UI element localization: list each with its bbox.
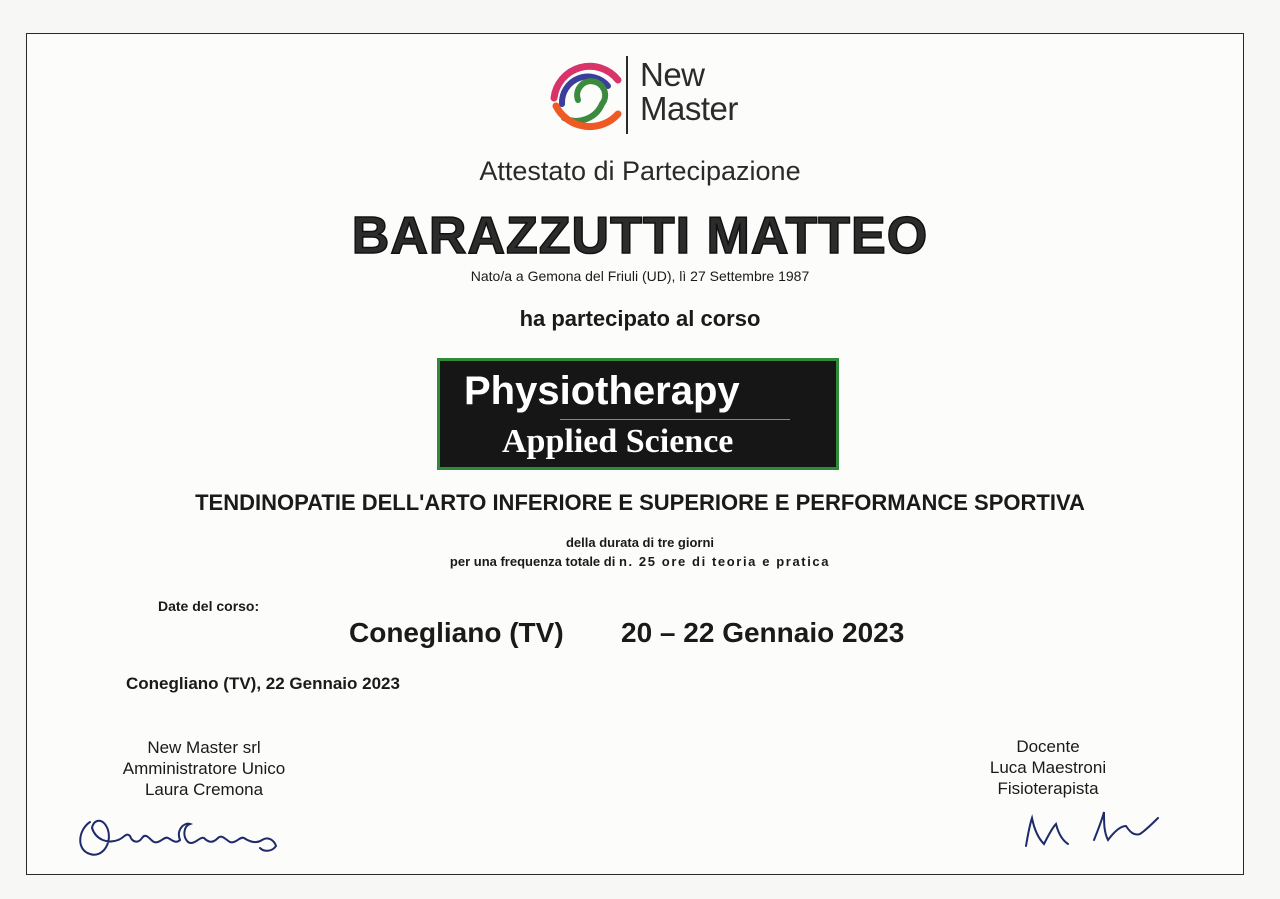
badge-rule [560, 419, 790, 420]
right-role: Docente [1016, 737, 1080, 756]
logo-text-line2: Master [640, 90, 738, 127]
logo-divider [626, 56, 628, 134]
right-signatory [968, 736, 1128, 799]
badge-title: Physiotherapy [464, 369, 740, 413]
participation-text: ha partecipato al corso [519, 306, 761, 331]
course-place: Conegliano (TV) [349, 617, 564, 648]
participant-name: BARAZZUTTI MATTEO [351, 207, 929, 265]
issue-place-date: Conegliano (TV), 22 Gennaio 2023 [126, 674, 400, 693]
physiotherapy-badge [437, 358, 839, 470]
right-handwritten-signature [1018, 802, 1168, 854]
course-date-range: 20 – 22 Gennaio 2023 [621, 617, 905, 648]
left-role: Amministratore Unico [122, 759, 286, 778]
badge-subtitle: Applied Science [502, 423, 734, 460]
left-signatory [104, 737, 304, 800]
course-duration: della durata di tre giorni [565, 535, 715, 550]
course-frequency [0, 554, 1280, 569]
logo-text-line1: New [640, 56, 705, 93]
right-name: Luca Maestroni [989, 758, 1107, 777]
right-title: Fisioterapista [997, 779, 1099, 798]
left-name: Laura Cremona [144, 780, 264, 799]
frequency-prefix: per una frequenza totale di [449, 554, 616, 569]
logo-wordmark [640, 58, 738, 126]
birth-info: Nato/a a Gemona del Friuli (UD), lì 27 Settembre 1987 [470, 268, 810, 284]
left-company: New Master srl [147, 738, 261, 757]
left-handwritten-signature [72, 800, 292, 864]
frequency-hours: n. 25 ore di teoria e pratica [618, 554, 831, 569]
course-title: TENDINOPATIE DELL'ARTO INFERIORE E SUPERIORE E PERFORMANCE SPORTIVA [195, 490, 1085, 515]
certificate-title: Attestato di Partecipazione [479, 156, 801, 186]
dates-label: Date del corso: [158, 598, 260, 614]
